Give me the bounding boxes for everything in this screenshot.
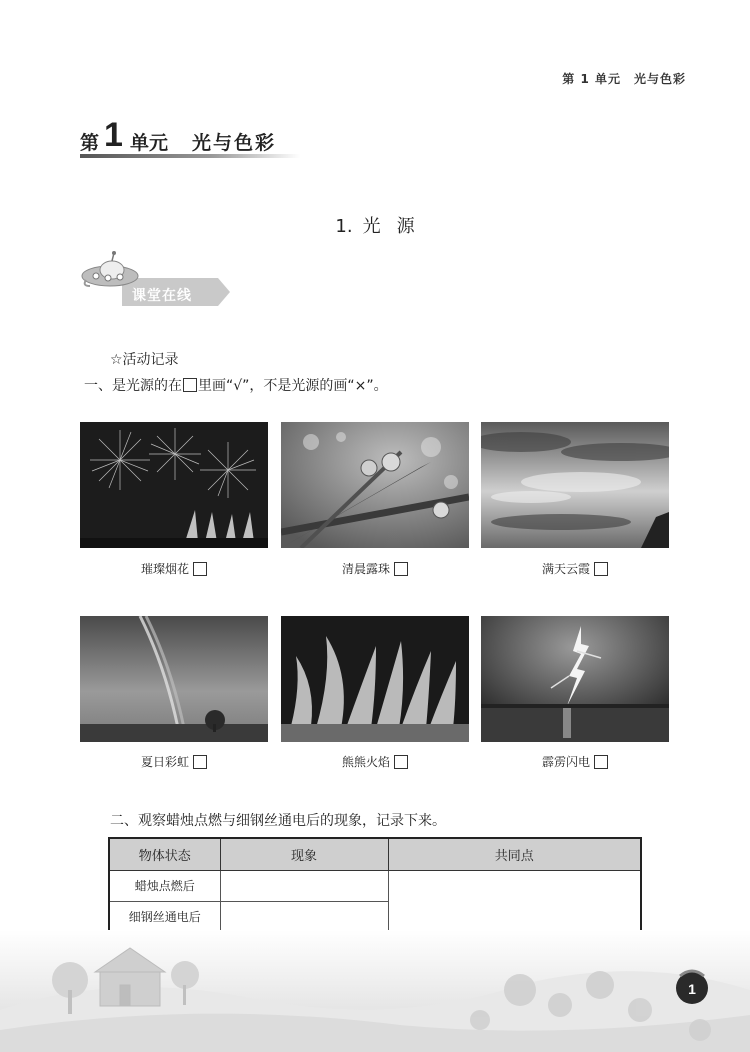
unit-prefix: 第 [80,132,100,154]
page-number: 1 [688,981,696,997]
table-cell-candle-phenomenon[interactable] [220,870,388,901]
lesson-word-2: 源 [396,216,415,237]
activity-label: ☆活动记录 [110,352,179,368]
running-header: 第 1 单元 光与色彩 [562,72,686,86]
answer-box-lightning[interactable] [594,755,608,769]
table-header-phenomenon: 现象 [220,838,388,870]
record-table [108,837,642,933]
question-1-text-b: 里画“√”，不是光源的画“×”。 [198,378,388,394]
unit-name: 光与色彩 [192,132,277,154]
lesson-number: 1. [335,216,353,237]
inline-checkbox-symbol [183,378,197,392]
caption-lightning-text: 霹雳闪电 [541,755,590,769]
answer-box-flames[interactable] [394,755,408,769]
answer-box-fireworks[interactable] [193,562,207,576]
table-header-common: 共同点 [388,838,641,870]
photo-dewdrops [281,422,469,548]
answer-box-rainbow[interactable] [193,755,207,769]
lesson-title [0,212,750,238]
table-header-state: 物体状态 [109,838,220,870]
question-2: 二、观察蜡烛点燃与细钢丝通电后的现象，记录下来。 [110,813,446,829]
caption-dewdrops [281,560,469,577]
caption-rainbow-text: 夏日彩虹 [140,755,189,769]
unit-word: 单元 [130,132,169,154]
table-row [109,870,641,901]
caption-clouds-text: 满天云霞 [541,562,590,576]
table-cell-common[interactable] [388,870,641,932]
caption-lightning [481,753,669,770]
caption-fireworks-text: 璀璨烟花 [140,562,189,576]
caption-clouds [481,560,669,577]
caption-flames-text: 熊熊火焰 [341,755,390,769]
caption-flames [281,753,469,770]
unit-title [80,118,300,158]
answer-box-dewdrops[interactable] [394,562,408,576]
question-1 [84,375,388,395]
lesson-word-1: 光 [362,216,381,237]
classroom-online-badge [80,250,240,312]
photo-rainbow [80,616,268,742]
table-cell-candle: 蜡烛点燃后 [109,870,220,901]
unit-number: 1 [104,116,123,154]
caption-fireworks [80,560,268,577]
page-number-badge [676,971,708,1004]
photo-clouds [481,422,669,548]
badge-label: 课堂在线 [132,288,192,304]
answer-box-clouds[interactable] [594,562,608,576]
table-cell-wire-phenomenon[interactable] [220,901,388,932]
photo-fireworks [80,422,268,548]
caption-dewdrops-text: 清晨露珠 [341,562,390,576]
photo-lightning [481,616,669,742]
footer-decoration [0,930,750,1052]
photo-flames [281,616,469,742]
caption-rainbow [80,753,268,770]
question-1-text-a: 一、是光源的在 [84,378,182,394]
table-cell-wire: 细钢丝通电后 [109,901,220,932]
table-header-row [109,838,641,870]
